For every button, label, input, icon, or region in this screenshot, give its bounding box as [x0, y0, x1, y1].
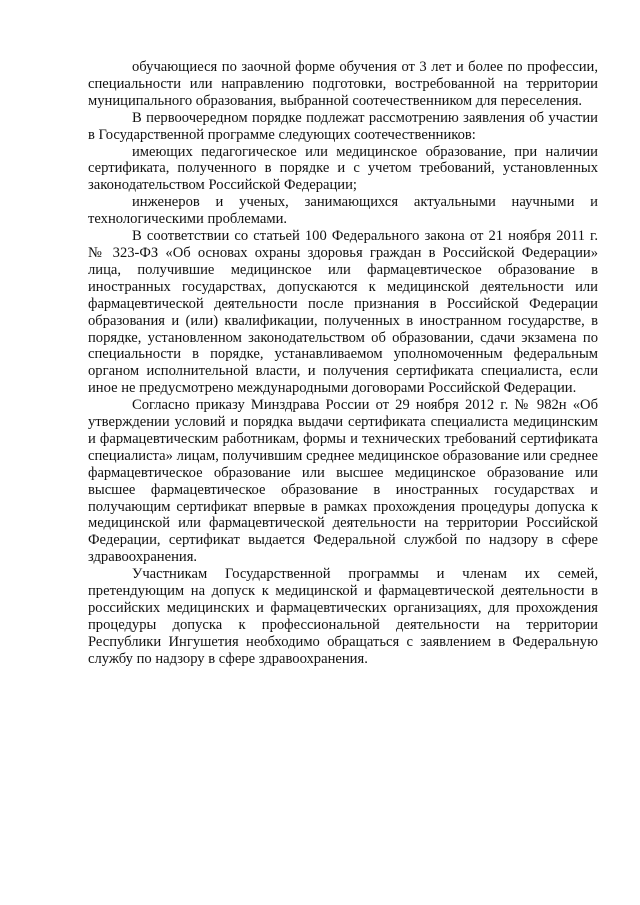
paragraph-participants-admission: Участникам Государственной программы и членам их семей, претендующим на допуск к медицинской и фармацевтической деятельности в российских медицинских и фармацевтических организациях, для прохождения процедуры допуска к профессиональной деятельности на территории Республики Ингушетия необходимо обращаться с заявлением в Федеральную службу по надзору в сфере здравоохранения.	[88, 566, 598, 667]
document-body	[88, 59, 598, 668]
paragraph-order-982n: Согласно приказу Минздрава России от 29 ноября 2012 г. № 982н «Об утверждении условий и порядка выдачи сертификата специалиста медицинским и фармацевтическим работникам, формы и технических требований сертификата специалиста» лицам, получившим среднее медицинское образование или среднее фармацевтическое образование или высшее медицинское образование или высшее фармацевтическое образование в иностранных государствах и получающим сертификат впервые в рамках прохождения процедуры допуска к медицинской или фармацевтической деятельности на территории Российской Федерации, сертификат выдается Федеральной службой по надзору в сфере здравоохранения.	[88, 397, 598, 566]
paragraph-article-100: В соответствии со статьей 100 Федерального закона от 21 ноября 2011 г. № 323-ФЗ «Об основах охраны здоровья граждан в Российской Федерации» лица, получившие медицинское или фармацевтическое образование в иностранных государствах, допускаются к медицинской деятельности или фармацевтической деятельности после признания в Российской Федерации образования и (или) квалификации, полученных в иностранном государстве, в порядке, установленном законодательством об образовании, сдачи экзамена по специальности в порядке, устанавливаемом уполномоченным федеральным органом исполнительной власти, и получения сертификата специалиста, если иное не предусмотрено международными договорами Российской Федерации.	[88, 228, 598, 397]
paragraph-priority-consideration: В первоочередном порядке подлежат рассмотрению заявления об участии в Государственной программе следующих соотечественников:	[88, 109, 598, 143]
paragraph-engineers-scientists: инженеров и ученых, занимающихся актуальными научными и технологическими проблемами.	[88, 194, 598, 228]
paragraph-study-form: обучающиеся по заочной форме обучения от 3 лет и более по профессии, специальности или направлению подготовки, востребованной на территории муниципального образования, выбранной соотечественником для переселения.	[88, 59, 598, 109]
paragraph-pedagogical-medical: имеющих педагогическое или медицинское образование, при наличии сертификата, полученного в порядке и с учетом требований, установленных законодательством Российской Федерации;	[88, 143, 598, 194]
